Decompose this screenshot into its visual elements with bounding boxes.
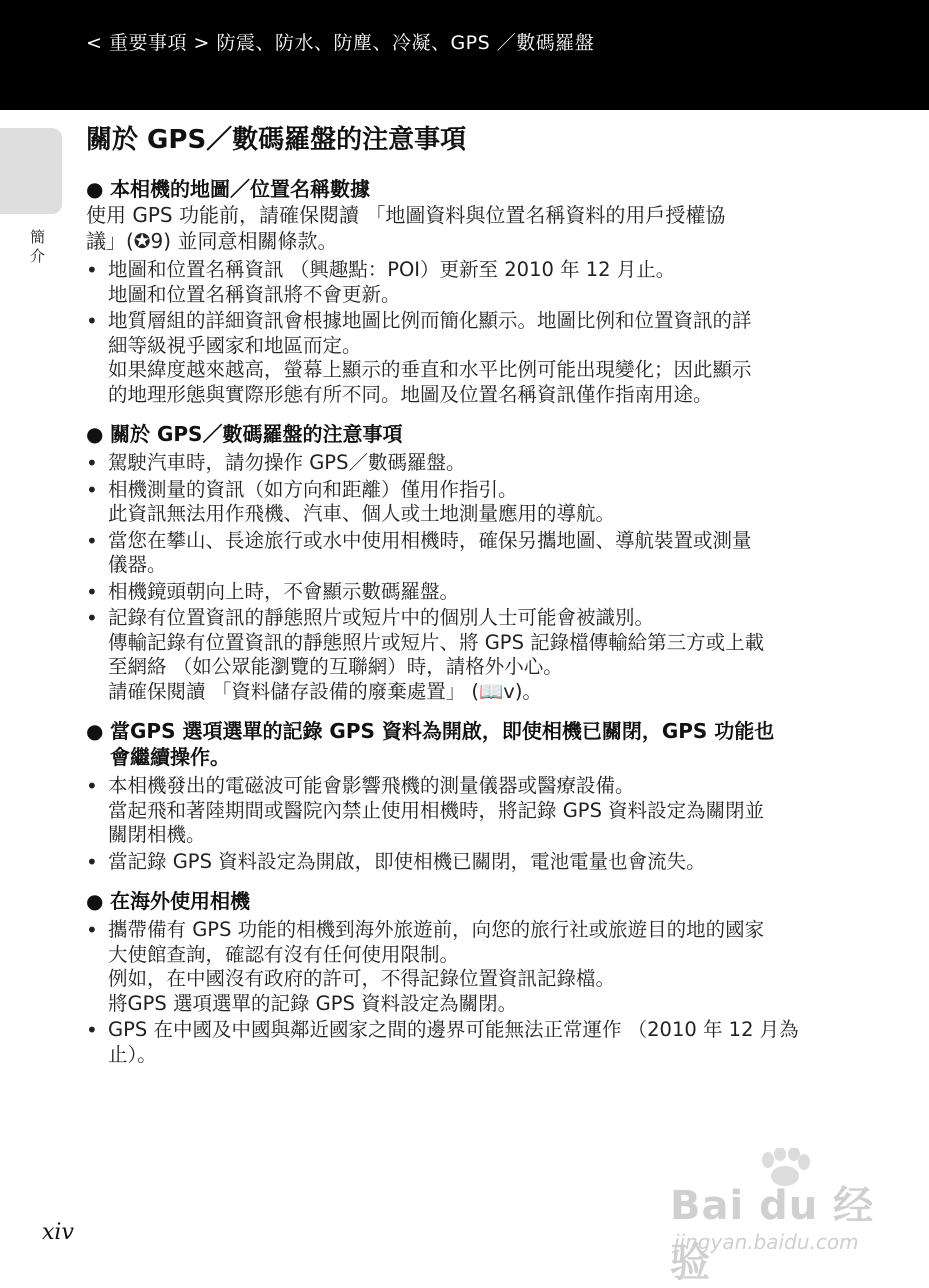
text-line[interactable]: 請確保閱讀 「資料儲存設備的廢棄處置」 (📖v)。	[108, 679, 542, 703]
list-item	[86, 1018, 846, 1067]
text-line: 的地理形態與實際形態有所不同。地圖及位置名稱資訊僅作指南用途。	[108, 382, 713, 406]
text-line: • 地圖和位置名稱資訊 （興趣點：POI）更新至 2010 年 12 月止。	[108, 258, 676, 281]
chapter-label	[30, 228, 52, 266]
section-heading	[86, 421, 846, 447]
text-line: • 相機測量的資訊（如方向和距離）僅用作指引。	[108, 477, 518, 501]
watermark-logo	[660, 1148, 880, 1286]
section-title: 本相機的地圖／位置名稱數據	[110, 177, 370, 201]
text-line: • 相機鏡頭朝向上時，不會顯示數碼羅盤。	[108, 579, 460, 603]
chapter-label-char: 簡	[30, 228, 46, 246]
list-item	[86, 606, 846, 704]
bullet-dot-icon: ●	[86, 177, 104, 201]
text-line: 此資訊無法用作飛機、汽車、個人或土地測量應用的導航。	[108, 502, 616, 525]
bullet-dot-icon: ●	[86, 422, 104, 446]
section-heading	[86, 888, 846, 914]
bullet-list	[86, 774, 846, 874]
text-line: 地圖和位置名稱資訊將不會更新。	[108, 282, 401, 306]
chapter-label-char: 介	[30, 247, 46, 265]
text-line: • 記錄有位置資訊的靜態照片或短片中的個別人士可能會被識別。	[108, 606, 655, 629]
list-item	[86, 451, 846, 476]
text-line: 當起飛和著陸期間或醫院內禁止使用相機時，將記錄 GPS 資料設定為關閉並	[108, 798, 765, 822]
text-line: 關閉相機。	[108, 823, 206, 846]
watermark-url: jingyan.baidu.com	[674, 1230, 859, 1254]
text-line: 例如，在中國沒有政府的許可，不得記錄位置資訊記錄檔。	[108, 967, 616, 990]
title-line: 會繼續操作。	[110, 745, 230, 769]
text-line: 傳輸記錄有位置資訊的靜態照片或短片、將 GPS 記錄檔傳輸給第三方或上載	[108, 630, 765, 654]
text-line: • GPS 在中國及中國與鄰近國家之間的邊界可能無法正常運作 （2010 年 12 月為	[108, 1018, 799, 1041]
section-title	[110, 718, 774, 770]
text-line: 大使館查詢，確認有沒有任何使用限制。	[108, 942, 460, 966]
section-title: 關於 GPS／數碼羅盤的注意事項	[110, 422, 403, 446]
bullet-dot-icon: ●	[86, 719, 104, 743]
text-line: 細等級視乎國家和地區而定。	[108, 333, 362, 357]
header-bar	[0, 0, 929, 110]
bullet-list	[86, 451, 846, 704]
text-line: 如果緯度越來越高，螢幕上顯示的垂直和水平比例可能出現變化；因此顯示	[108, 358, 752, 381]
page-number: xiv	[42, 1220, 74, 1245]
watermark-brand: Bai du 经验	[670, 1183, 875, 1286]
bullet-list	[86, 918, 846, 1067]
list-item	[86, 918, 846, 1016]
bullet-dot-icon: ●	[86, 889, 104, 913]
list-item	[86, 309, 846, 407]
text-line: 止）。	[108, 1042, 157, 1066]
section-gps-precautions	[86, 421, 846, 704]
list-item	[86, 580, 846, 605]
chapter-tab[interactable]	[0, 128, 62, 214]
text-line: • 攜帶備有 GPS 功能的相機到海外旅遊前，向您的旅行社或旅遊目的地的國家	[108, 918, 765, 941]
text-line: 至網絡 （如公眾能瀏覽的互聯網）時，請格外小心。	[108, 655, 563, 678]
section-gps-log-on	[86, 718, 846, 874]
text-line: 使用 GPS 功能前，請確保閱讀 「地圖資料與位置名稱資料的用戶授權協	[86, 203, 726, 227]
text-line: • 當記錄 GPS 資料設定為開啟，即使相機已關閉，電池電量也會流失。	[108, 849, 706, 873]
text-line: 將GPS 選項選單的記錄 GPS 資料設定為關閉。	[108, 991, 518, 1015]
text-line: • 地質層組的詳細資訊會根據地圖比例而簡化顯示。地圖比例和位置資訊的詳	[108, 309, 752, 332]
list-item	[86, 478, 846, 527]
list-item	[86, 529, 846, 578]
text-line[interactable]: 議」(✪9) 並同意相關條款。	[86, 229, 338, 253]
breadcrumb[interactable]: < 重要事項 > 防震、防水、防塵、冷凝、GPS ／數碼羅盤	[86, 32, 595, 54]
bullet-list	[86, 258, 846, 407]
list-item	[86, 258, 846, 307]
main-content	[86, 120, 846, 1081]
section-intro	[86, 202, 846, 254]
section-map-data	[86, 176, 846, 407]
section-heading	[86, 176, 846, 202]
section-title: 在海外使用相機	[110, 889, 250, 913]
page-title: 關於 GPS／數碼羅盤的注意事項	[86, 125, 467, 155]
text-line: • 駕駛汽車時，請勿操作 GPS／數碼羅盤。	[108, 451, 466, 474]
section-heading	[86, 718, 846, 770]
list-item	[86, 850, 846, 875]
text-line: • 本相機發出的電磁波可能會影響飛機的測量儀器或醫療設備。	[108, 774, 635, 797]
section-overseas	[86, 888, 846, 1067]
list-item	[86, 774, 846, 848]
text-line: 儀器。	[108, 553, 167, 576]
title-line: 當GPS 選項選單的記錄 GPS 資料為開啟，即使相機已關閉，GPS 功能也	[110, 719, 775, 743]
text-line: • 當您在攀山、長途旅行或水中使用相機時，確保另攜地圖、導航裝置或測量	[108, 528, 752, 552]
